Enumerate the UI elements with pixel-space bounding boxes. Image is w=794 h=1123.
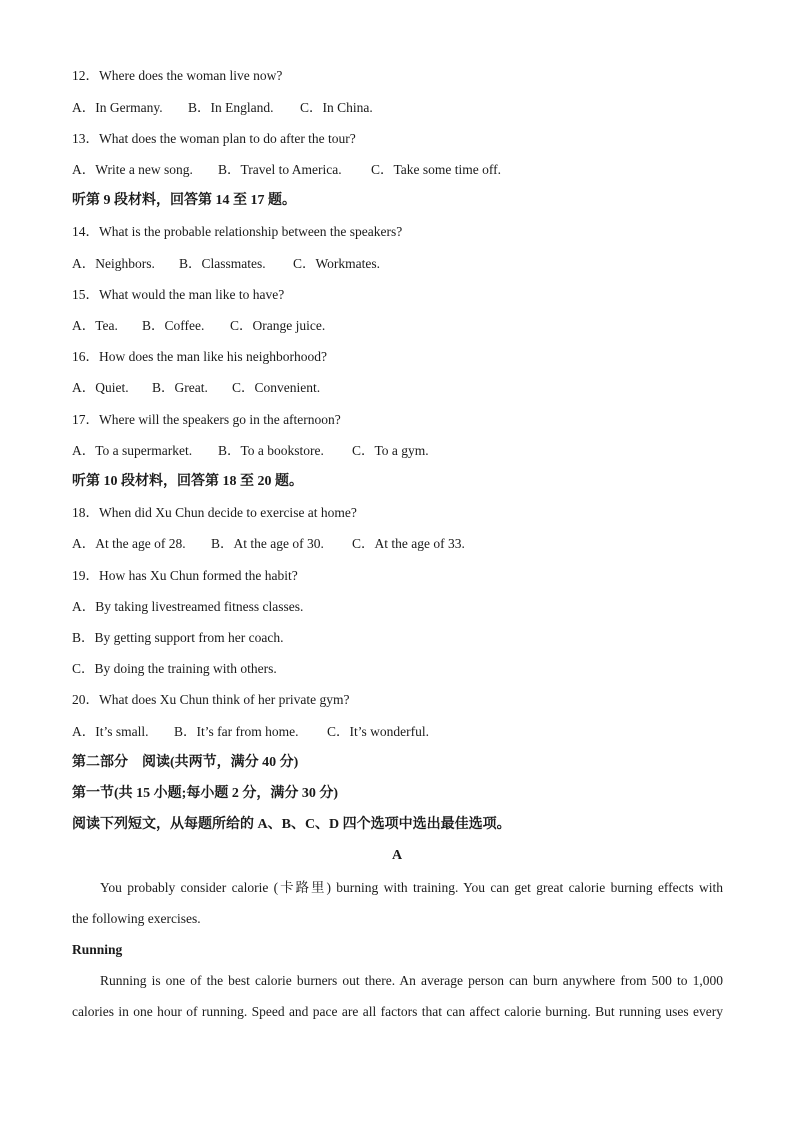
option-b: B．To a bookstore. <box>218 443 324 458</box>
option-b: B．At the age of 30. <box>211 536 324 551</box>
section-9-heading: 听第 9 段材料，回答第 14 至 17 题。 <box>72 193 296 208</box>
option-a: A．It’s small. <box>72 724 149 739</box>
option-b: B．Classmates. <box>179 256 266 271</box>
option-b: B．It’s far from home. <box>174 724 299 739</box>
option-c: C．Workmates. <box>293 256 381 271</box>
question-17: 17．Where will the speakers go in the afternoon? <box>72 412 341 427</box>
question-15-options <box>72 317 724 335</box>
running-line-2: calories in one hour of running. Speed and pace are all factors that can affect calorie burning. But running uses every <box>72 1004 723 1019</box>
question-14: 14．What is the probable relationship between the speakers? <box>72 224 403 239</box>
running-heading: Running <box>72 942 123 957</box>
question-18: 18．When did Xu Chun decide to exercise at home? <box>72 505 357 520</box>
option-a: A．Write a new song. <box>72 162 193 177</box>
question-18-options <box>72 535 724 553</box>
option-c: C．Orange juice. <box>230 318 326 333</box>
question-19-option-c: C．By doing the training with others. <box>72 661 277 676</box>
question-14-options <box>72 255 724 273</box>
reading-instruction: 阅读下列短文，从每题所给的 A、B、C、D 四个选项中选出最佳选项。 <box>72 817 511 832</box>
option-a: A．To a supermarket. <box>72 443 193 458</box>
option-c: C．In China. <box>300 100 373 115</box>
question-19-option-b: B．By getting support from her coach. <box>72 630 284 645</box>
question-19-option-a: A．By taking livestreamed fitness classes. <box>72 599 304 614</box>
option-a: A．At the age of 28. <box>72 536 186 551</box>
option-c: C．To a gym. <box>352 443 429 458</box>
option-c: C．It’s wonderful. <box>327 724 429 739</box>
option-a: A．Quiet. <box>72 380 129 395</box>
running-line-1: Running is one of the best calorie burners out there. An average person can burn anywhere from 500 to 1,000 <box>100 973 723 988</box>
question-17-options <box>72 442 724 460</box>
option-c: C．Take some time off. <box>371 162 502 177</box>
option-a: A．Neighbors. <box>72 256 155 271</box>
section-10-heading: 听第 10 段材料，回答第 18 至 20 题。 <box>72 474 303 489</box>
part-2-heading: 第二部分 阅读(共两节，满分 40 分) <box>72 755 299 770</box>
question-16: 16．How does the man like his neighborhood? <box>72 349 327 364</box>
option-b: B．Great. <box>152 380 208 395</box>
option-b: B．Travel to America. <box>218 162 342 177</box>
question-16-options <box>72 379 724 397</box>
question-12-options <box>72 99 724 117</box>
question-12: 12．Where does the woman live now? <box>72 68 283 83</box>
option-c: C．At the age of 33. <box>352 536 465 551</box>
question-20-options <box>72 723 724 741</box>
intro-line-2: the following exercises. <box>72 911 201 926</box>
section-1-heading: 第一节(共 15 小题;每小题 2 分，满分 30 分) <box>72 786 338 801</box>
intro-line-1: You probably consider calorie (卡路里) burning with training. You can get great calorie burning effects with <box>100 880 723 895</box>
question-19: 19．How has Xu Chun formed the habit? <box>72 568 298 583</box>
option-b: B．In England. <box>188 100 274 115</box>
question-13-options <box>72 161 724 179</box>
passage-label: A <box>391 848 403 863</box>
option-b: B．Coffee. <box>142 318 205 333</box>
option-c: C．Convenient. <box>232 380 321 395</box>
question-15: 15．What would the man like to have? <box>72 287 285 302</box>
question-13: 13．What does the woman plan to do after the tour? <box>72 131 356 146</box>
question-20: 20．What does Xu Chun think of her private gym? <box>72 692 350 707</box>
option-a: A．Tea. <box>72 318 118 333</box>
option-a: A．In Germany. <box>72 100 163 115</box>
